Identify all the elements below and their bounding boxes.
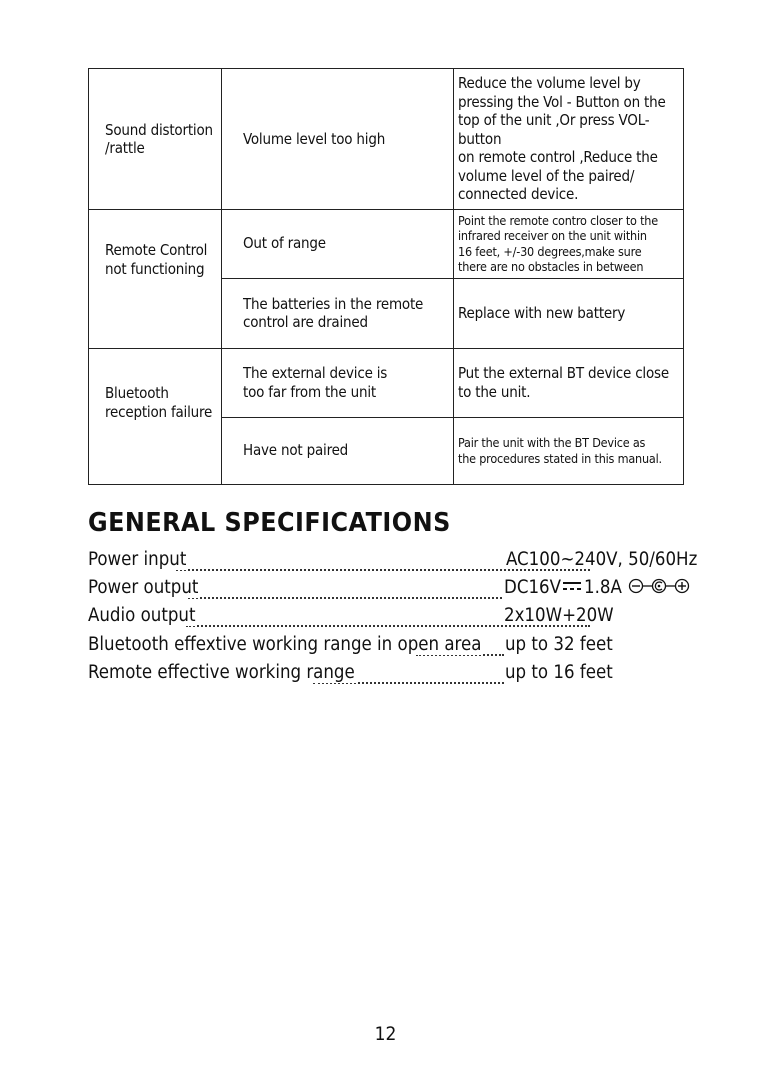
section-title: GENERAL SPECIFICATIONS [88, 508, 451, 538]
troubleshooting-table [88, 68, 684, 485]
solution-cell-wrap [458, 209, 683, 278]
spec-label: Audio output [88, 605, 196, 626]
solution-cell-wrap [458, 417, 683, 484]
solution-cell: Pair the unit with the BT Device as the procedures stated in this manual. [458, 435, 662, 466]
cause-cell: Volume level too high [243, 129, 386, 148]
spec-value: AC100~240V, 50/60Hz [506, 549, 698, 570]
cause-cell-wrap [243, 69, 448, 209]
table-divider [453, 69, 454, 484]
problem-cell: Remote Control not functioning [105, 241, 208, 278]
page-number: 12 [374, 1023, 397, 1045]
spec-row [88, 662, 688, 686]
polarity-icon [628, 578, 690, 594]
table-divider [221, 69, 222, 484]
solution-cell: Point the remote contro closer to the infrared receiver on the unit within 16 feet, +/-30 degrees,make sure there are no obstacles in between [458, 212, 658, 274]
solution-cell-wrap [458, 74, 683, 204]
solution-cell-wrap [458, 348, 683, 417]
spec-label: Power input [88, 549, 187, 570]
solution-cell-wrap [458, 278, 683, 348]
table-row [105, 241, 221, 301]
spec-value-suffix: 1.8A [584, 577, 622, 598]
spec-value: 2x10W+20W [504, 605, 614, 626]
spec-label: Remote effective working range [88, 662, 355, 683]
table-row [105, 384, 221, 444]
table-row [105, 69, 221, 209]
cause-cell: Out of range [243, 234, 326, 253]
spec-row [88, 549, 698, 573]
spec-value: up to 32 feet [505, 634, 613, 655]
solution-cell: Replace with new battery [458, 303, 626, 322]
solution-cell: Put the external BT device close to the unit. [458, 364, 669, 401]
cause-cell: The batteries in the remote control are drained [243, 294, 424, 331]
solution-cell: Reduce the volume level by pressing the Vol - Button on the top of the unit ,Or press VOL- button on remote control ,Reduce the volume level of the paired/ connected device. [458, 74, 666, 204]
leader-dots [188, 595, 502, 599]
cause-cell: The external device is too far from the unit [243, 364, 388, 401]
spec-label: Power output [88, 577, 199, 598]
problem-cell: Bluetooth reception failure [105, 384, 213, 421]
spec-value: up to 16 feet [505, 662, 613, 683]
spec-row [88, 634, 688, 658]
problem-cell: Sound distortion /rattle [105, 120, 213, 157]
spec-value-wrap [504, 577, 690, 598]
spec-value: DC16V [504, 577, 561, 598]
cause-cell-wrap [243, 209, 448, 278]
cause-cell-wrap [243, 417, 448, 484]
spec-label: Bluetooth effextive working range in open area [88, 634, 482, 655]
cause-cell: Have not paired [243, 441, 349, 460]
cause-cell-wrap [243, 278, 448, 348]
spec-row [88, 605, 688, 629]
dc-symbol-icon [563, 581, 581, 591]
spec-row [88, 577, 688, 601]
cause-cell-wrap [243, 348, 448, 417]
